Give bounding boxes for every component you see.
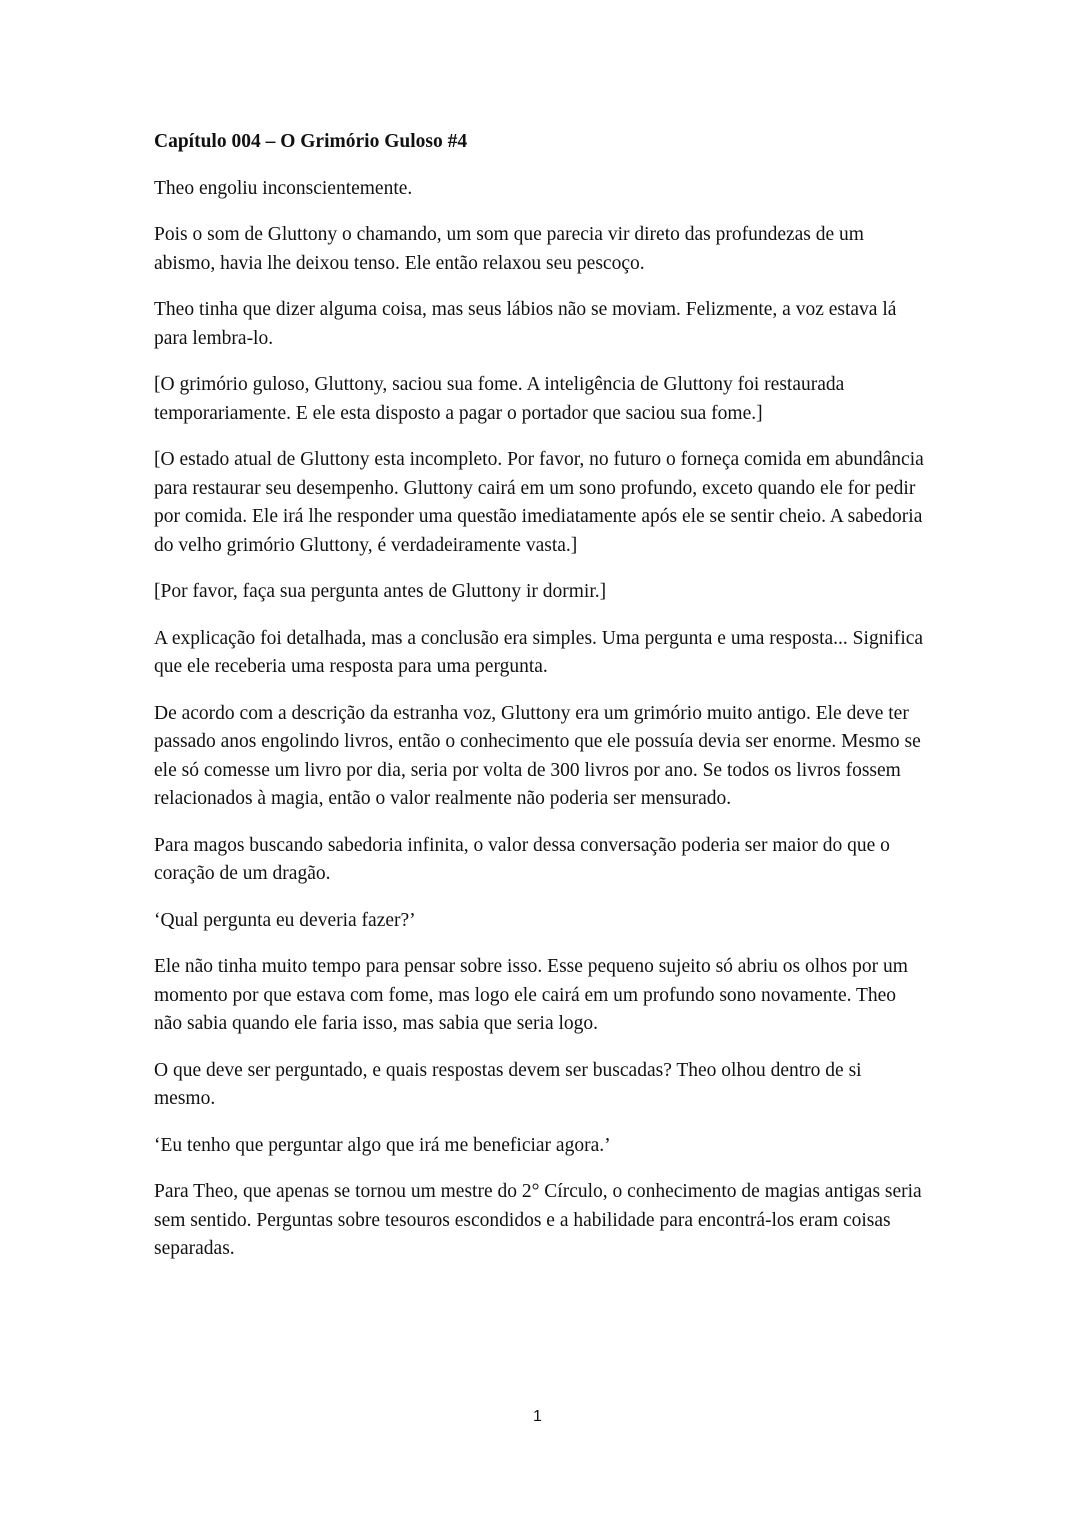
paragraph: O que deve ser perguntado, e quais respostas devem ser buscadas? Theo olhou dentro de si mesmo. [154, 1059, 862, 1109]
paragraph: [O estado atual de Gluttony esta incompleto. Por favor, no futuro o forneça comida em abundância para restaurar seu desempenho. Gluttony cairá em um sono profundo, exceto quando ele for pedir por comida. Ele irá lhe responder uma questão imediatamente após ele se sentir cheio. A sabedoria do velho grimório Gluttony, é verdadeiramente vasta.] [154, 449, 924, 556]
paragraph: [Por favor, faça sua pergunta antes de Gluttony ir dormir.] [154, 581, 607, 602]
paragraph: Ele não tinha muito tempo para pensar sobre isso. Esse pequeno sujeito só abriu os olhos por um momento por que estava com fome, mas logo ele cairá em um profundo sono novamente. Theo não sabia quando ele faria isso, mas sabia que seria logo. [154, 956, 908, 1034]
paragraph: Para magos buscando sabedoria infinita, o valor dessa conversação poderia ser maior do que o coração de um dragão. [154, 834, 890, 884]
chapter-title: Capítulo 004 – O Grimório Guloso #4 [154, 131, 468, 152]
paragraph: Pois o som de Gluttony o chamando, um som que parecia vir direto das profundezas de um abismo, havia lhe deixou tenso. Ele então relaxou seu pescoço. [154, 224, 864, 274]
paragraph: ‘Qual pergunta eu deveria fazer?’ [154, 909, 416, 931]
paragraph: [O grimório guloso, Gluttony, saciou sua fome. A inteligência de Gluttony foi restaurada temporariamente. E ele esta disposto a pagar o portador que saciou sua fome.] [154, 374, 845, 424]
paragraph: Theo tinha que dizer alguma coisa, mas seus lábios não se moviam. Felizmente, a voz estava lá para lembra-lo. [154, 299, 897, 349]
paragraph: De acordo com a descrição da estranha voz, Gluttony era um grimório muito antigo. Ele deve ter passado anos engolindo livros, então o conhecimento que ele possuía devia ser enorme. Mesmo se ele só comesse um livro por dia, seria por volta de 300 livros por ano. Se todos os livros fossem relacionados à magia, então o valor realmente não poderia ser mensurado. [154, 702, 921, 809]
page-number: 1 [533, 1408, 542, 1425]
paragraph: ‘Eu tenho que perguntar algo que irá me beneficiar agora.’ [154, 1134, 611, 1156]
document-body [154, 128, 924, 1282]
paragraph: Para Theo, que apenas se tornou um mestre do 2° Círculo, o conhecimento de magias antigas seria sem sentido. Perguntas sobre tesouros escondidos e a habilidade para encontrá-los eram coisas separadas. [154, 1181, 922, 1259]
paragraph: Theo engoliu inconscientemente. [154, 177, 413, 199]
paragraph: A explicação foi detalhada, mas a conclusão era simples. Uma pergunta e uma resposta... Significa que ele receberia uma resposta para uma pergunta. [154, 627, 924, 677]
